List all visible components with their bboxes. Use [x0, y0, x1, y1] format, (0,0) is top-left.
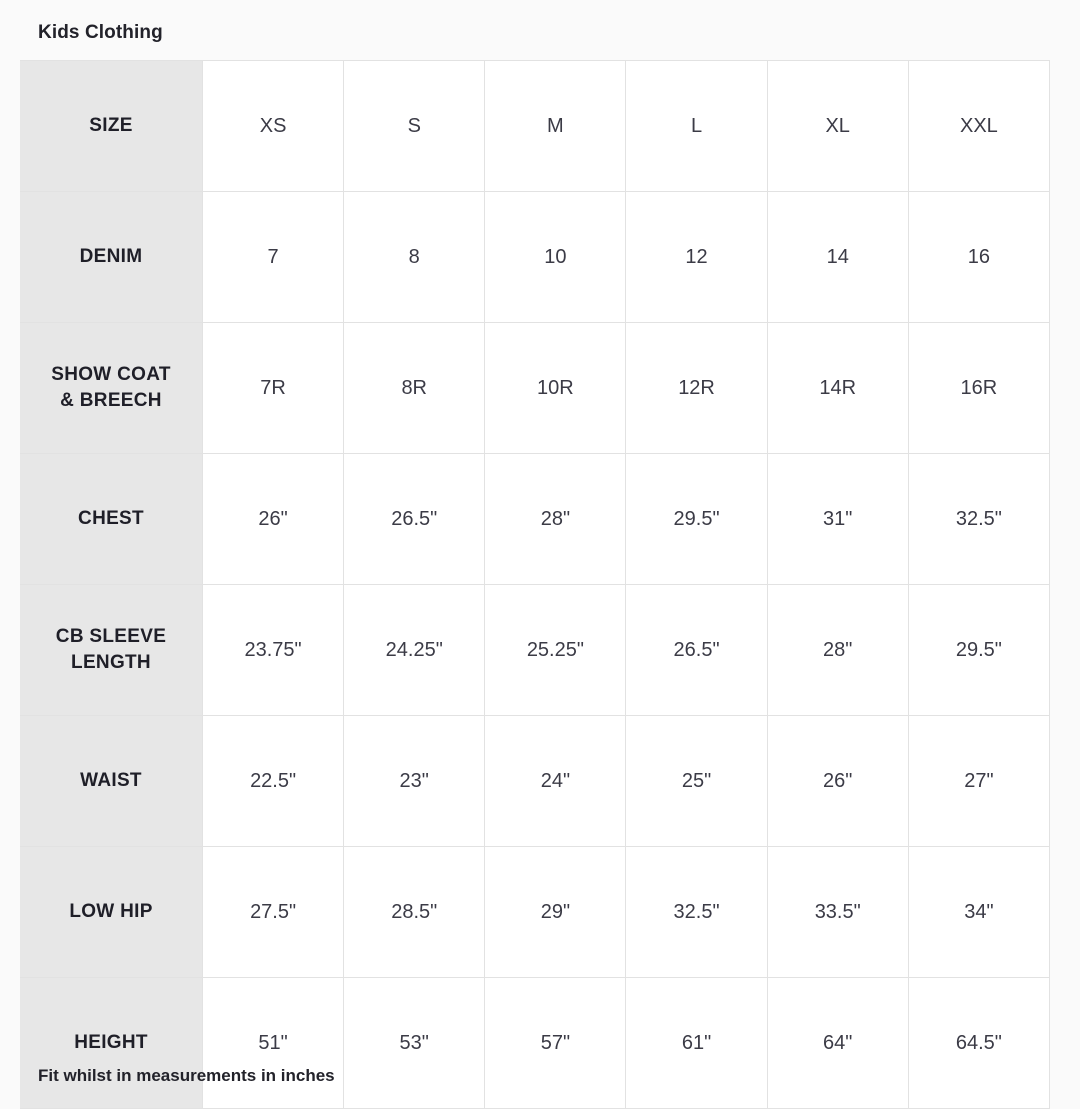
- cell-waist-m: 24": [485, 716, 626, 847]
- cell-denim-xs: 7: [203, 192, 344, 323]
- cell-waist-l: 25": [626, 716, 767, 847]
- row-header-chest: CHEST: [20, 454, 203, 585]
- cell-height-xs: 51": [203, 978, 344, 1109]
- row-header-size: SIZE: [20, 61, 203, 192]
- cell-denim-l: 12: [626, 192, 767, 323]
- table-row: [20, 585, 1050, 716]
- table-row: [20, 716, 1050, 847]
- cell-height-l: 61": [626, 978, 767, 1109]
- cell-denim-s: 8: [344, 192, 485, 323]
- row-header-height: HEIGHT: [20, 978, 203, 1109]
- cell-height-m: 57": [485, 978, 626, 1109]
- cell-low-hip-s: 28.5": [344, 847, 485, 978]
- table-row: [20, 978, 1050, 1109]
- table-row: [20, 192, 1050, 323]
- row-header-cb-sleeve-length: CB SLEEVE LENGTH: [20, 585, 203, 716]
- page-title: Kids Clothing: [38, 22, 163, 43]
- cell-chest-l: 29.5": [626, 454, 767, 585]
- cell-size-m: M: [485, 61, 626, 192]
- cell-size-xxl: XXL: [908, 61, 1049, 192]
- size-chart-table: [20, 60, 1050, 1109]
- cell-size-xl: XL: [767, 61, 908, 192]
- cell-waist-s: 23": [344, 716, 485, 847]
- table-row: [20, 323, 1050, 454]
- cell-show-coat-xxl: 16R: [908, 323, 1049, 454]
- cell-low-hip-xl: 33.5": [767, 847, 908, 978]
- cell-cb-sleeve-xl: 28": [767, 585, 908, 716]
- table-row: [20, 61, 1050, 192]
- cell-size-xs: XS: [203, 61, 344, 192]
- cell-height-s: 53": [344, 978, 485, 1109]
- footnote: Fit whilst in measurements in inches: [38, 1066, 335, 1085]
- cell-cb-sleeve-xxl: 29.5": [908, 585, 1049, 716]
- table-row: [20, 454, 1050, 585]
- row-header-waist: WAIST: [20, 716, 203, 847]
- cell-waist-xl: 26": [767, 716, 908, 847]
- cell-chest-xl: 31": [767, 454, 908, 585]
- cell-show-coat-xl: 14R: [767, 323, 908, 454]
- cell-low-hip-l: 32.5": [626, 847, 767, 978]
- cell-low-hip-xs: 27.5": [203, 847, 344, 978]
- row-header-denim: DENIM: [20, 192, 203, 323]
- cell-low-hip-xxl: 34": [908, 847, 1049, 978]
- size-chart-table-wrap: [20, 60, 1050, 1109]
- cell-chest-xxl: 32.5": [908, 454, 1049, 585]
- cell-size-s: S: [344, 61, 485, 192]
- cell-waist-xxl: 27": [908, 716, 1049, 847]
- cell-show-coat-l: 12R: [626, 323, 767, 454]
- cell-cb-sleeve-m: 25.25": [485, 585, 626, 716]
- cell-denim-xxl: 16: [908, 192, 1049, 323]
- cell-show-coat-m: 10R: [485, 323, 626, 454]
- row-header-show-coat-breech: SHOW COAT & BREECH: [20, 323, 203, 454]
- cell-waist-xs: 22.5": [203, 716, 344, 847]
- cell-height-xl: 64": [767, 978, 908, 1109]
- table-row: [20, 847, 1050, 978]
- cell-cb-sleeve-s: 24.25": [344, 585, 485, 716]
- cell-chest-m: 28": [485, 454, 626, 585]
- cell-cb-sleeve-xs: 23.75": [203, 585, 344, 716]
- cell-height-xxl: 64.5": [908, 978, 1049, 1109]
- row-header-low-hip: LOW HIP: [20, 847, 203, 978]
- cell-show-coat-xs: 7R: [203, 323, 344, 454]
- size-chart-body: [20, 61, 1050, 1109]
- cell-denim-m: 10: [485, 192, 626, 323]
- cell-denim-xl: 14: [767, 192, 908, 323]
- cell-size-l: L: [626, 61, 767, 192]
- cell-low-hip-m: 29": [485, 847, 626, 978]
- cell-chest-s: 26.5": [344, 454, 485, 585]
- cell-chest-xs: 26": [203, 454, 344, 585]
- cell-show-coat-s: 8R: [344, 323, 485, 454]
- cell-cb-sleeve-l: 26.5": [626, 585, 767, 716]
